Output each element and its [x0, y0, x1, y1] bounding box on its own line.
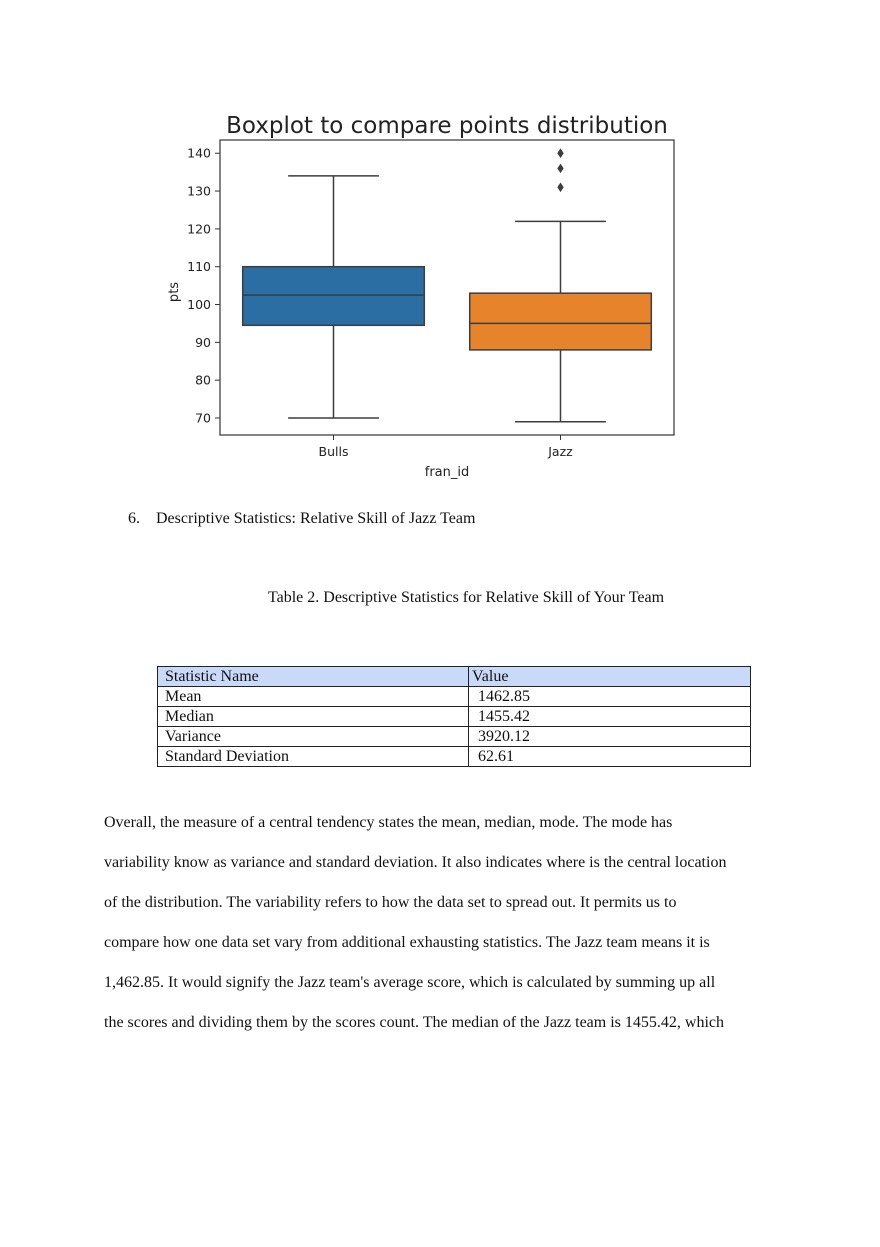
outlier-point — [557, 182, 563, 192]
x-tick-label: Jazz — [548, 444, 573, 459]
section-number: 6. — [128, 510, 140, 527]
statistic-name-cell: Standard Deviation — [158, 747, 469, 767]
y-tick-label: 120 — [187, 221, 211, 237]
body-paragraph — [104, 811, 804, 1051]
y-tick-label: 140 — [187, 145, 211, 161]
y-axis-label: pts — [167, 281, 182, 303]
box-jazz — [470, 293, 652, 350]
section-heading — [128, 510, 475, 528]
box-bulls — [243, 267, 425, 326]
table-header-row — [158, 667, 751, 687]
plot-area — [187, 140, 674, 459]
statistic-value-cell: 1455.42 — [469, 707, 751, 727]
y-tick-label: 90 — [195, 334, 211, 350]
paragraph-line: 1,462.85. It would signify the Jazz team's average score, which is calculated by summing up all — [104, 974, 716, 991]
paragraph-line: Overall, the measure of a central tendency states the mean, median, mode. The mode has — [104, 814, 673, 831]
chart-title: Boxplot to compare points distribution — [226, 113, 668, 139]
table-header-cell: Statistic Name — [158, 667, 469, 687]
table-row — [158, 687, 751, 707]
y-tick-label: 70 — [195, 410, 211, 426]
paragraph-line: variability know as variance and standard deviation. It also indicates where is the central location — [104, 854, 727, 871]
statistic-name-cell: Variance — [158, 727, 469, 747]
boxplot-chart — [160, 104, 700, 494]
statistic-value-cell: 62.61 — [469, 747, 751, 767]
statistic-name-cell: Mean — [158, 687, 469, 707]
statistic-value-cell: 1462.85 — [469, 687, 751, 707]
y-tick-label: 100 — [187, 297, 211, 313]
paragraph-line: of the distribution. The variability refers to how the data set to spread out. It permits us to — [104, 894, 677, 911]
paragraph-line: compare how one data set vary from additional exhausting statistics. The Jazz team means it is — [104, 934, 710, 951]
paragraph-line: the scores and dividing them by the scores count. The median of the Jazz team is 1455.42, which — [104, 1014, 724, 1031]
statistic-value-cell: 3920.12 — [469, 727, 751, 747]
table-row — [158, 747, 751, 767]
x-axis-label: fran_id — [424, 465, 470, 480]
y-tick-label: 110 — [187, 259, 211, 275]
table-row — [158, 727, 751, 747]
outlier-point — [557, 148, 563, 158]
section-heading-text: Descriptive Statistics: Relative Skill of Jazz Team — [156, 510, 476, 527]
y-tick-label: 130 — [187, 183, 211, 199]
statistic-name-cell: Median — [158, 707, 469, 727]
statistics-table — [157, 666, 751, 767]
y-tick-label: 80 — [195, 372, 211, 388]
x-tick-label: Bulls — [318, 444, 349, 459]
outlier-point — [557, 164, 563, 174]
table-row — [158, 707, 751, 727]
table-caption: Table 2. Descriptive Statistics for Relative Skill of Your Team — [267, 589, 665, 606]
table-header-cell: Value — [469, 667, 751, 687]
